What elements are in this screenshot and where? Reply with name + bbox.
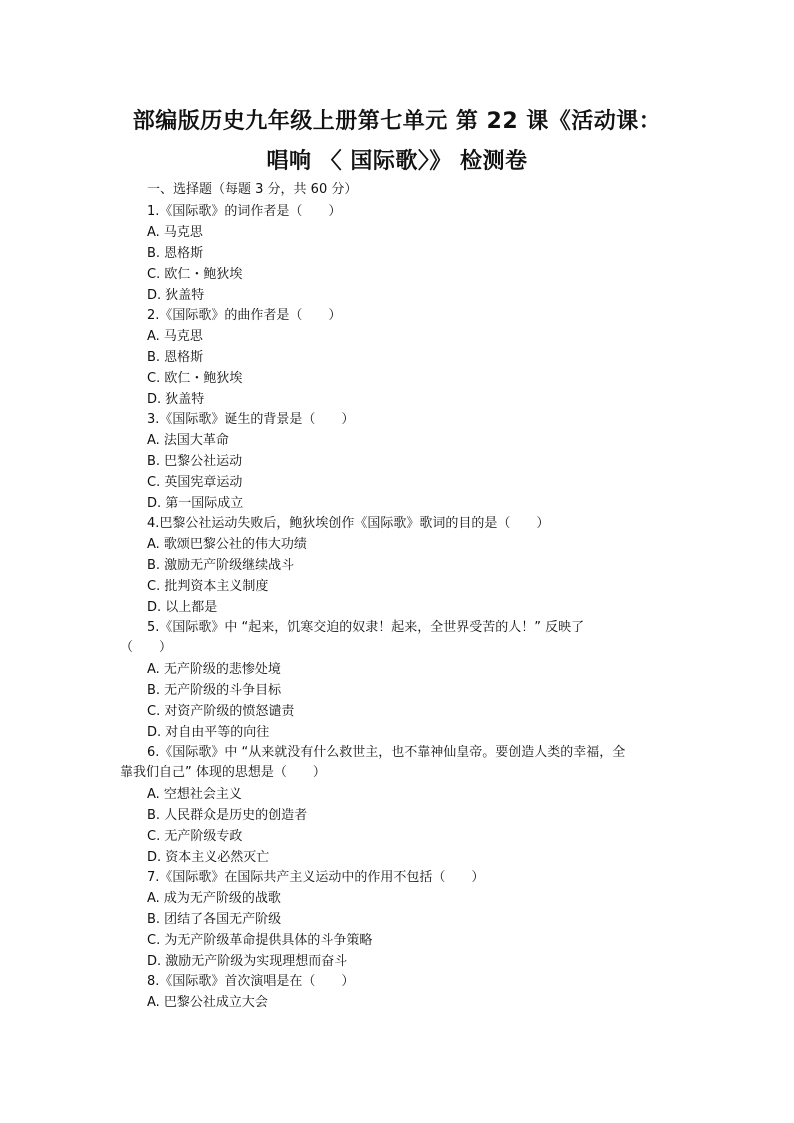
page-title-line-2: 唱响 〈 国际歌〉》 检测卷 [266, 149, 528, 174]
question-1-option-c: C. 欧仁・鲍狄埃 [147, 267, 243, 282]
question-7-option-d: D. 激励无产阶级为实现理想而奋斗 [147, 954, 348, 969]
question-2-option-b: B. 恩格斯 [147, 350, 204, 365]
question-3-option-c: C. 英国宪章运动 [147, 475, 243, 490]
question-4-option-c: C. 批判资本主义制度 [147, 579, 269, 594]
question-8-option-a: A. 巴黎公社成立大会 [147, 995, 268, 1010]
question-6-option-c: C. 无产阶级专政 [147, 829, 243, 844]
question-5-option-a: A. 无产阶级的悲惨处境 [147, 662, 281, 677]
question-3-option-a: A. 法国大革命 [147, 433, 229, 448]
question-6-option-a: A. 空想社会主义 [147, 787, 242, 802]
question-5-stem: 5.《国际歌》中 “起来，饥寒交迫的奴隶！起来，全世界受苦的人！” 反映了 [147, 620, 585, 635]
question-5-option-d: D. 对自由平等的向往 [147, 725, 270, 740]
question-7-option-a: A. 成为无产阶级的战歌 [147, 891, 281, 906]
question-6-stem: 6.《国际歌》中 “从来就没有什么救世主，也不靠神仙皇帝。要创造人类的幸福，全 [147, 745, 626, 760]
question-3-option-b: B. 巴黎公社运动 [147, 454, 243, 469]
question-1-stem: 1.《国际歌》的词作者是（ ） [147, 204, 342, 219]
question-7-option-c: C. 为无产阶级革命提供具体的斗争策略 [147, 933, 373, 948]
question-5-option-c: C. 对资产阶级的愤怒谴责 [147, 704, 295, 719]
page-title-line-1: 部编版历史九年级上册第七单元 第 22 课《活动课： [132, 109, 662, 134]
question-4-option-a: A. 歌颂巴黎公社的伟大功绩 [147, 537, 307, 552]
question-4-option-d: D. 以上都是 [147, 600, 218, 615]
question-1-option-b: B. 恩格斯 [147, 246, 204, 261]
question-2-stem: 2.《国际歌》的曲作者是（ ） [147, 308, 342, 323]
question-1-option-a: A. 马克思 [147, 225, 203, 240]
section-heading: 一、选择题（每题 3 分，共 60 分） [147, 182, 358, 197]
question-2-option-d: D. 狄盖特 [147, 392, 205, 407]
question-6-stem-continued: 靠我们自己” 体现的思想是（ ） [120, 765, 326, 780]
question-4-stem: 4.巴黎公社运动失败后，鲍狄埃创作《国际歌》歌词的目的是（ ） [147, 516, 550, 531]
question-1-option-d: D. 狄盖特 [147, 288, 205, 303]
question-4-option-b: B. 激励无产阶级继续战斗 [147, 558, 295, 573]
question-7-stem: 7.《国际歌》在国际共产主义运动中的作用不包括（ ） [147, 870, 485, 885]
question-3-option-d: D. 第一国际成立 [147, 496, 244, 511]
question-8-stem: 8.《国际歌》首次演唱是在（ ） [147, 974, 355, 989]
question-6-option-d: D. 资本主义必然灭亡 [147, 850, 270, 865]
question-2-option-c: C. 欧仁・鲍狄埃 [147, 371, 243, 386]
question-7-option-b: B. 团结了各国无产阶级 [147, 912, 282, 927]
question-3-stem: 3.《国际歌》诞生的背景是（ ） [147, 412, 355, 427]
question-5-option-b: B. 无产阶级的斗争目标 [147, 683, 282, 698]
question-2-option-a: A. 马克思 [147, 329, 203, 344]
question-5-stem-continued: （ ） [120, 640, 173, 655]
question-6-option-b: B. 人民群众是历史的创造者 [147, 808, 308, 823]
